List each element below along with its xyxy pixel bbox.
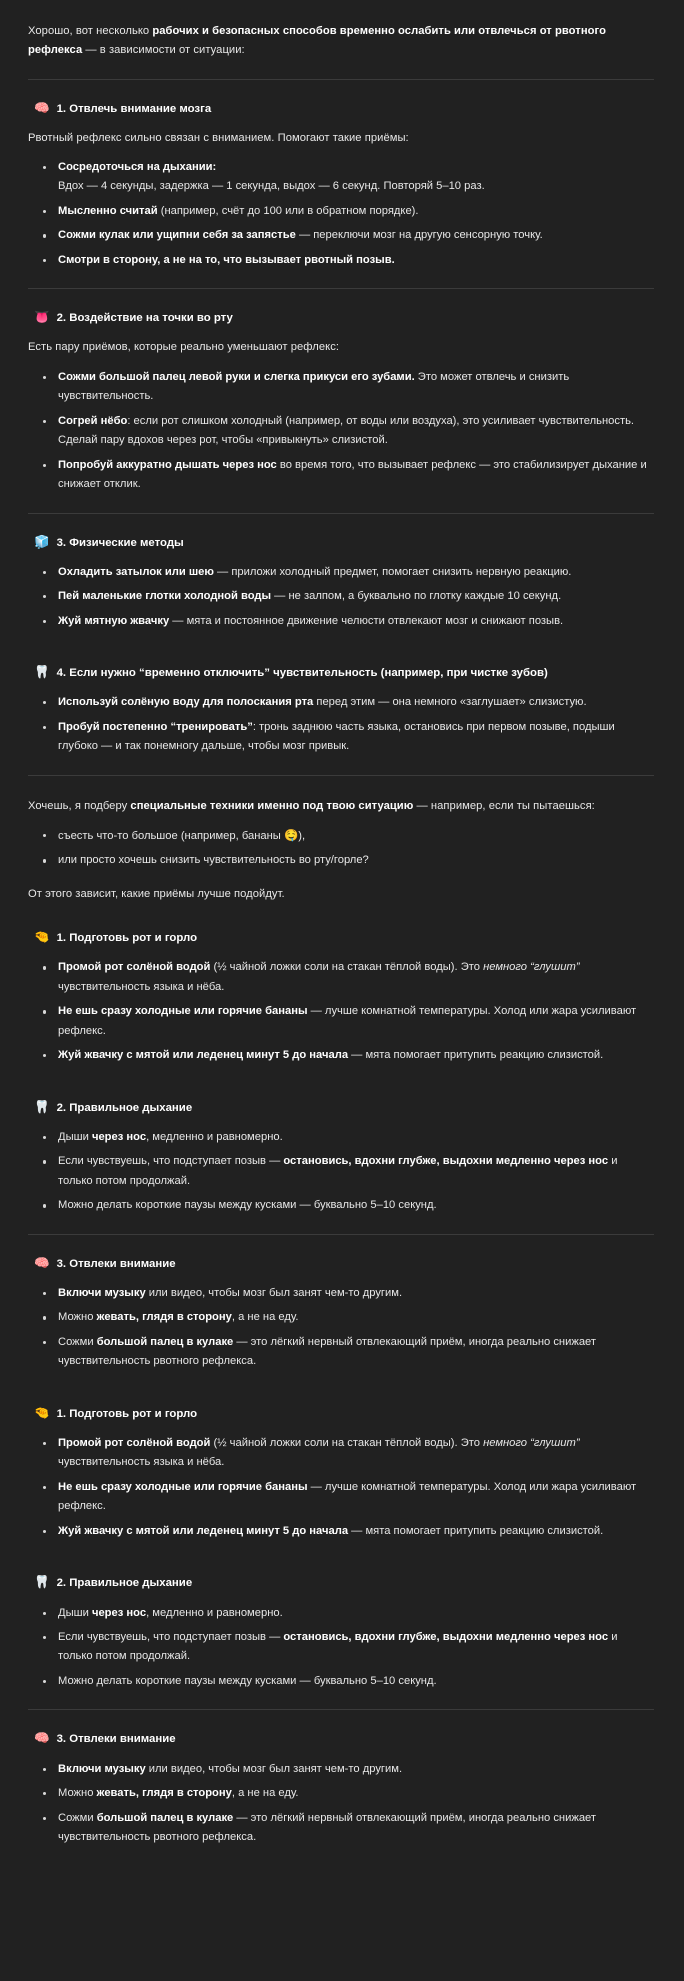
item-rest: (½ чайной ложки соли на стакан тёплой воды). Это xyxy=(210,961,484,974)
item-rest: , медленно и равномерно. xyxy=(146,1130,283,1143)
list-item xyxy=(28,251,654,270)
section-title: 3. Отвлеки внимание xyxy=(56,1733,176,1746)
section-title: 2. Правильное дыхание xyxy=(56,1101,193,1114)
section-heading xyxy=(28,310,654,327)
tongue-icon: 👅 xyxy=(34,310,50,325)
list-item xyxy=(28,1478,654,1517)
list-item xyxy=(28,1152,654,1191)
brain-icon: 🧠 xyxy=(34,100,50,115)
section-list xyxy=(28,958,654,1065)
item-bold: Сожми большой палец левой руки и слегка прикуси его зубами. xyxy=(58,370,415,383)
list-item xyxy=(28,826,654,846)
item-bold: Пробуй постепенно “тренировать” xyxy=(58,720,253,733)
item-bold: Мысленно считай xyxy=(58,204,158,217)
item-bold: Сосредоточься на дыхании: xyxy=(58,160,217,173)
item-rest: — это лёгкий нервный отвлекающий приём, иногда реально снижает чувствительность рвотного рефлекса. xyxy=(58,1811,597,1843)
list-item xyxy=(28,612,654,631)
spacer xyxy=(28,645,654,665)
pinching-hand-icon: 🤏 xyxy=(34,1405,50,1420)
item-bold: Включи музыку xyxy=(58,1286,146,1299)
item-bold: большой палец в кулаке xyxy=(96,1811,234,1824)
list-item xyxy=(28,1522,654,1541)
item-bold: Сожми кулак или ущипни себя за запястье xyxy=(58,229,296,242)
intro-paragraph xyxy=(28,22,654,61)
ice-cube-icon: 🧊 xyxy=(34,534,50,549)
item-bold: Жуй жвачку с мятой или леденец минут 5 до начала xyxy=(58,1049,349,1062)
list-item xyxy=(28,851,654,870)
list-item xyxy=(28,718,654,757)
section-title: 2. Правильное дыхание xyxy=(56,1577,193,1590)
item-bold: Жуй мятную жвачку xyxy=(58,614,170,627)
item-rest: — мята помогает притупить реакцию слизистой. xyxy=(348,1049,604,1062)
intro-bold: рабочих и безопасных способов временно ослабить или отвлечься от рвотного рефлекса xyxy=(28,25,606,57)
section-list xyxy=(28,158,654,270)
item-text-pre: Сожми xyxy=(58,1335,97,1348)
item-bold: Включи музыку xyxy=(58,1762,146,1775)
item-bold: Согрей нёбо xyxy=(58,414,128,427)
item-rest: : тронь заднюю часть языка, остановись при первом позыве, подыши глубоко — и так понемногу дальше, чтобы мозг привык. xyxy=(58,720,615,753)
drooling-face-icon: 🤤 xyxy=(283,830,299,842)
intro-text-before: Хорошо, вот несколько xyxy=(28,25,153,37)
item-rest: — лучше комнатной температуры. Холод или жара усиливают рефлекс. xyxy=(58,1005,637,1037)
sections-container xyxy=(28,101,654,757)
list-item xyxy=(28,1628,654,1667)
list-item xyxy=(28,587,654,606)
item-rest: — переключи мозг на другую сенсорную точку. xyxy=(295,229,543,242)
item-bold: Жуй жвачку с мятой или леденец минут 5 до начала xyxy=(58,1524,349,1537)
divider xyxy=(28,79,654,80)
section-heading xyxy=(28,1100,654,1117)
item-rest-2: чувствительность языка и нёба. xyxy=(58,980,225,993)
item-rest: и только потом продолжай. xyxy=(58,1630,618,1663)
item-text-pre: Если чувствуешь, что подступает позыв — xyxy=(58,1155,284,1168)
item-rest: ), xyxy=(298,830,306,842)
spacer xyxy=(28,1386,654,1406)
item-text-pre: Дыши xyxy=(58,1130,92,1143)
item-italic: немного “глушит” xyxy=(483,1436,580,1449)
section-lead: Рвотный рефлекс сильно связан с вниманием. Помогают такие приёмы: xyxy=(28,131,409,144)
item-text-pre: Можно xyxy=(58,1787,97,1800)
offer-text-after: — например, если ты пытаешься: xyxy=(413,799,595,812)
item-bold: остановись, вдохни глубже, выдохни медленно через нос xyxy=(283,1155,609,1168)
section-heading xyxy=(28,101,654,118)
section-list xyxy=(28,1434,654,1541)
section-heading xyxy=(28,930,654,947)
list-item xyxy=(28,1809,654,1848)
tooth-icon: 🦷 xyxy=(34,1575,50,1590)
section-title: 2. Воздействие на точки во рту xyxy=(56,312,233,325)
divider xyxy=(28,513,654,514)
item-text-pre: Можно xyxy=(58,1311,97,1324)
item-rest: — приложи холодный предмет, помогает снизить нервную реакцию. xyxy=(213,565,572,578)
item-rest: : если рот слишком холодный (например, от воды или воздуха), это усиливает чувствительность. Сделай пару вдохов через рот, чтобы «привыкнуть» слизистой. xyxy=(58,414,635,447)
section-list xyxy=(28,1760,654,1848)
item-bold: Не ешь сразу холодные или горячие бананы xyxy=(58,1480,308,1493)
list-item xyxy=(28,1196,654,1215)
item-subline: Вдох — 4 секунды, задержка — 1 секунда, выдох — 6 секунд. Повторяй 5–10 раз. xyxy=(58,180,485,193)
item-bold: Используй солёную воду для полоскания рта xyxy=(58,696,314,709)
item-rest: — не залпом, а буквально по глотку каждые 10 секунд. xyxy=(271,590,562,603)
list-item xyxy=(28,563,654,582)
item-rest: или видео, чтобы мозг был занят чем-то другим. xyxy=(145,1286,403,1299)
item-bold: большой палец в кулаке xyxy=(96,1335,234,1348)
section-list xyxy=(28,1128,654,1216)
item-text-pre: Сожми xyxy=(58,1811,97,1824)
section-heading xyxy=(28,1406,654,1423)
pinching-hand-icon: 🤏 xyxy=(34,930,50,945)
item-bold: жевать, глядя в сторону xyxy=(96,1787,232,1800)
item-bold: остановись, вдохни глубже, выдохни медленно через нос xyxy=(283,1630,609,1643)
list-item xyxy=(28,1046,654,1065)
list-item xyxy=(28,1308,654,1327)
section-title: 4. Если нужно “временно отключить” чувствительность (например, при чистке зубов) xyxy=(56,667,548,680)
item-text-pre: Можно делать короткие паузы между кусками — буквально 5–10 секунд. xyxy=(58,1674,437,1687)
list-item xyxy=(28,412,654,451)
spacer xyxy=(28,1080,654,1100)
list-item xyxy=(28,158,654,197)
item-bold: через нос xyxy=(91,1130,147,1143)
list-item xyxy=(28,1333,654,1372)
offer-text-before: Хочешь, я подберу xyxy=(28,799,131,812)
list-item xyxy=(28,368,654,407)
divider xyxy=(28,1234,654,1235)
item-rest: , а не на еду. xyxy=(231,1311,299,1324)
offer-list xyxy=(28,826,654,871)
item-bold: жевать, глядя в сторону xyxy=(96,1311,232,1324)
item-bold: Пей маленькие глотки холодной воды xyxy=(58,590,272,603)
item-bold: Смотри в сторону, а не на то, что вызывает рвотный позыв. xyxy=(58,253,395,266)
list-item xyxy=(28,1128,654,1147)
item-rest: (например, счёт до 100 или в обратном порядке). xyxy=(157,204,419,217)
list-item xyxy=(28,1672,654,1691)
divider xyxy=(28,775,654,776)
list-item xyxy=(28,1284,654,1303)
item-rest: во время того, что вызывает рефлекс — это стабилизирует дыхание и снижает отклик. xyxy=(58,458,647,491)
section-title: 1. Подготовь рот и горло xyxy=(56,1407,198,1420)
tooth-icon: 🦷 xyxy=(34,1099,50,1114)
plan-sections-container xyxy=(28,930,654,1847)
item-rest: (½ чайной ложки соли на стакан тёплой воды). Это xyxy=(210,1436,484,1449)
list-item xyxy=(28,1604,654,1623)
list-item xyxy=(28,1784,654,1803)
brain-icon: 🧠 xyxy=(34,1255,50,1270)
item-text-pre: Дыши xyxy=(58,1606,92,1619)
item-rest-2: чувствительность языка и нёба. xyxy=(58,1456,225,1469)
section-lead: Есть пару приёмов, которые реально уменьшают рефлекс: xyxy=(28,341,340,354)
tooth-icon: 🦷 xyxy=(34,665,50,680)
item-bold: через нос xyxy=(91,1606,147,1619)
item-text-pre: Можно делать короткие паузы между кусками — буквально 5–10 секунд. xyxy=(58,1199,437,1212)
item-rest: — лучше комнатной температуры. Холод или жара усиливают рефлекс. xyxy=(58,1480,637,1513)
item-rest: , а не на еду. xyxy=(231,1787,299,1800)
item-bold: Промой рот солёной водой xyxy=(58,961,211,974)
list-item xyxy=(28,456,654,495)
item-rest: — мята и постоянное движение челюсти отвлекают мозг и снижают позыв. xyxy=(169,614,564,627)
list-item xyxy=(28,1002,654,1041)
section-list xyxy=(28,563,654,631)
list-item xyxy=(28,693,654,712)
section-heading xyxy=(28,1256,654,1273)
section-list xyxy=(28,1284,654,1372)
section-title: 3. Отвлеки внимание xyxy=(56,1257,176,1270)
list-item xyxy=(28,958,654,997)
section-title: 1. Подготовь рот и горло xyxy=(56,932,198,945)
section-list xyxy=(28,1604,654,1692)
intro-text-after: — в зависимости от ситуации: xyxy=(82,44,245,57)
item-rest: перед этим — она немного «заглушает» слизистую. xyxy=(313,696,587,709)
spacer xyxy=(28,1555,654,1575)
item-rest: — это лёгкий нервный отвлекающий приём, иногда реально снижает чувствительность рвотного рефлекса. xyxy=(58,1335,597,1368)
item-rest: — мята помогает притупить реакцию слизистой. xyxy=(348,1524,604,1537)
item-rest: и только потом продолжай. xyxy=(58,1155,618,1187)
divider xyxy=(28,288,654,289)
item-bold: Попробуй аккуратно дышать через нос xyxy=(58,458,277,471)
brain-icon: 🧠 xyxy=(34,1731,50,1746)
section-title: 1. Отвлечь внимание мозга xyxy=(56,102,212,115)
item-text-pre: Если чувствуешь, что подступает позыв — xyxy=(58,1630,284,1643)
item-bold: Охладить затылок или шею xyxy=(58,565,214,578)
section-heading xyxy=(28,1575,654,1592)
section-heading xyxy=(28,1731,654,1748)
section-heading xyxy=(28,665,654,682)
spacer xyxy=(28,918,654,930)
item-italic: немного “глушит” xyxy=(483,961,580,974)
list-item xyxy=(28,226,654,245)
section-list xyxy=(28,693,654,756)
offer-bold: специальные техники именно под твою ситуацию xyxy=(130,799,414,812)
list-item xyxy=(28,1434,654,1473)
section-list xyxy=(28,368,654,495)
item-text-pre: или просто хочешь снизить чувствительность во рту/горле? xyxy=(58,854,369,867)
section-title: 3. Физические методы xyxy=(56,536,184,549)
section-heading xyxy=(28,535,654,552)
list-item xyxy=(28,1760,654,1779)
item-rest: , медленно и равномерно. xyxy=(146,1606,283,1619)
offer-paragraph xyxy=(28,797,654,816)
item-rest: Это может отвлечь и снизить чувствительность. xyxy=(58,370,570,403)
item-text-pre: съесть что-то большое (например, бананы xyxy=(58,830,284,842)
item-bold: Не ешь сразу холодные или горячие бананы xyxy=(58,1005,308,1018)
item-rest: или видео, чтобы мозг был занят чем-то другим. xyxy=(145,1762,403,1775)
offer-closing: От этого зависит, какие приёмы лучше подойдут. xyxy=(28,887,285,900)
item-bold: Промой рот солёной водой xyxy=(58,1436,211,1449)
list-item xyxy=(28,202,654,221)
divider xyxy=(28,1709,654,1710)
